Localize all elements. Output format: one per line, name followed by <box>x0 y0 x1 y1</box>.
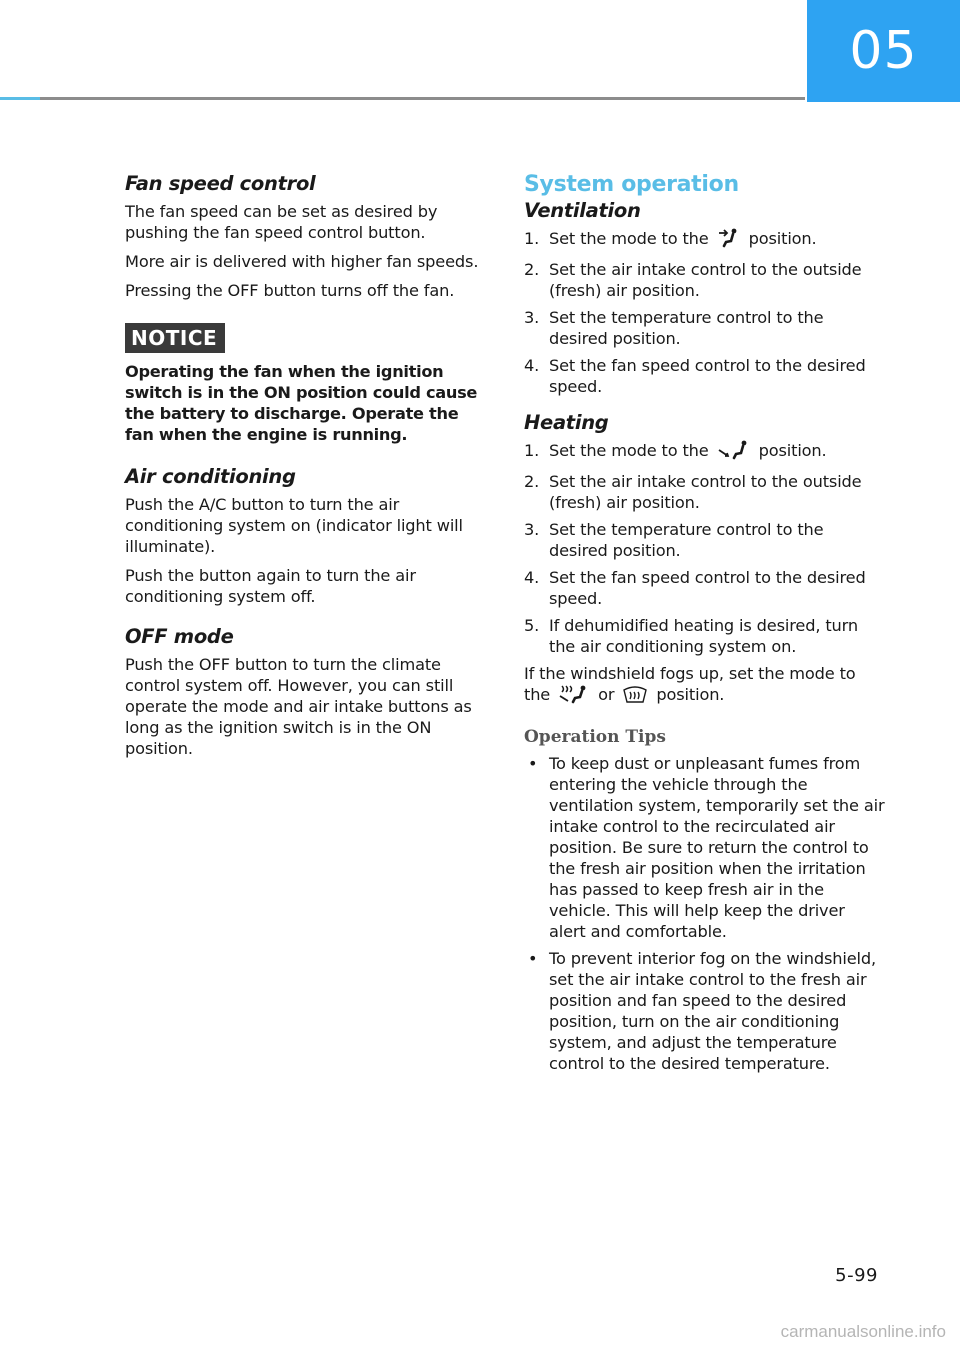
air-conditioning-heading: Air conditioning <box>125 465 296 488</box>
list-item: • To prevent interior fog on the windshield, set the air intake control to the fresh air position and fan speed to the desired position, turn on the air conditioning system, and adjust the temperature control to the desired temperature. <box>528 949 877 1073</box>
list-item: 4. Set the fan speed control to the desired speed. <box>524 356 866 396</box>
fan-speed-paragraph-3: Pressing the OFF button turns off the fan. <box>125 281 455 300</box>
page-number: 5-99 <box>835 1265 878 1286</box>
list-item: 1. Set the mode to the position. <box>524 228 886 253</box>
defrost-floor-icon <box>558 684 590 709</box>
notice-text: Operating the fan when the ignition switch is in the ON position could cause the battery to discharge. Operate the fan when the engine is running. <box>125 362 478 444</box>
list-item: 1. Set the mode to the position. <box>524 440 886 465</box>
windshield-fog-paragraph: If the windshield fogs up, set the mode to the or position. <box>524 663 886 709</box>
header-rule <box>0 97 805 100</box>
heating-heading: Heating <box>524 411 609 434</box>
list-item: 4. Set the fan speed control to the desired speed. <box>524 568 866 608</box>
list-item: • To keep dust or unpleasant fumes from entering the vehicle through the ventilation system, temporarily set the air intake control to the recirculated air position. Be sure to return the control to the fresh air position when the irritation has passed to keep fresh air in the vehicle. This will help keep the driver alert and comfortable. <box>528 754 885 941</box>
fan-speed-paragraph-1: The fan speed can be set as desired by pushing the fan speed control button. <box>125 202 438 242</box>
list-item: 2. Set the air intake control to the outside (fresh) air position. <box>524 260 862 300</box>
off-mode-heading: OFF mode <box>125 625 234 648</box>
list-item: 2. Set the air intake control to the outside (fresh) air position. <box>524 472 862 512</box>
air-conditioning-paragraph-1: Push the A/C button to turn the air conditioning system on (indicator light will illuminate). <box>125 495 463 556</box>
face-vent-icon <box>717 228 741 253</box>
notice-badge: NOTICE <box>125 323 225 353</box>
list-item: 3. Set the temperature control to the desired position. <box>524 308 824 348</box>
fan-speed-paragraph-2: More air is delivered with higher fan speeds. <box>125 252 479 271</box>
fan-speed-heading: Fan speed control <box>125 172 316 195</box>
system-operation-heading: System operation <box>524 172 739 197</box>
operation-tips-list <box>524 753 886 1074</box>
operation-tips-heading: Operation Tips <box>524 727 666 747</box>
right-column <box>524 172 886 1080</box>
defrost-icon <box>622 684 648 709</box>
left-column <box>125 172 487 767</box>
off-mode-paragraph: Push the OFF button to turn the climate control system off. However, you can still operate the mode and air intake buttons as long as the ignition switch is in the ON position. <box>125 655 472 758</box>
ventilation-steps <box>524 228 886 397</box>
floor-vent-icon <box>717 440 751 465</box>
list-item: 3. Set the temperature control to the desired position. <box>524 520 824 560</box>
air-conditioning-paragraph-2: Push the button again to turn the air conditioning system off. <box>125 566 416 606</box>
ventilation-heading: Ventilation <box>524 199 641 222</box>
watermark: carmanualsonline.info <box>780 1322 946 1341</box>
list-item: 5. If dehumidified heating is desired, turn the air conditioning system on. <box>524 616 858 656</box>
heating-steps <box>524 440 886 657</box>
chapter-tab: 05 <box>807 0 960 102</box>
